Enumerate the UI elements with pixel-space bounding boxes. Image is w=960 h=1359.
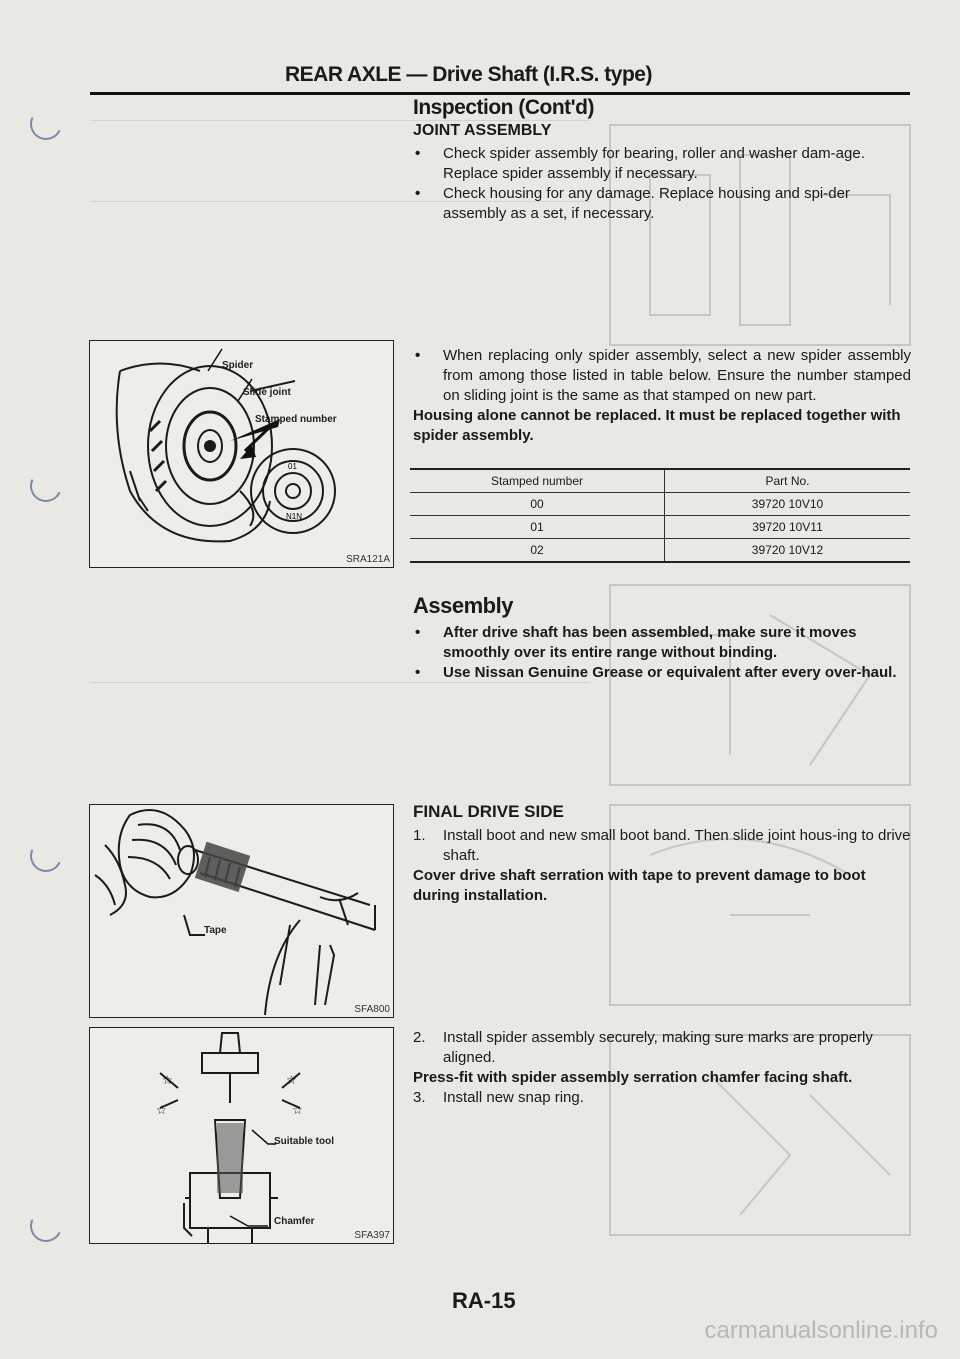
table-header-cell: Stamped number — [410, 469, 665, 493]
assembly-bullets — [413, 623, 911, 683]
spider-replacement-warning: Housing alone cannot be replaced. It must be replaced together with spider assembly. — [413, 407, 901, 444]
spider-replacement-bullet: • When replacing only spider assembly, select a new spider assembly from among those listed in table below. Ensure the number stamped on sliding joint is the same as that stamped on new part. — [413, 346, 911, 406]
spider-replacement-block — [413, 346, 911, 446]
table-cell-stamped: 00 — [410, 493, 665, 516]
star-mark: ☆ — [156, 1103, 167, 1117]
page-number: RA-15 — [452, 1288, 516, 1313]
inspection-bullet-1: • Check spider assembly for bearing, roller and washer dam-age. Replace spider assembly if necessary. — [413, 144, 911, 184]
label-stamped-number: Stamped number — [255, 414, 337, 425]
star-mark: ☆ — [162, 1073, 173, 1087]
inspection-title: Inspection (Cont'd) — [413, 96, 594, 119]
final-drive-step-1-note: Cover drive shaft serration with tape to prevent damage to boot during installation. — [413, 867, 866, 904]
table-cell-stamped: 01 — [410, 516, 665, 539]
spider-parts-table — [410, 468, 910, 563]
step-number: 1. — [413, 827, 426, 844]
step-number: 2. — [413, 1029, 426, 1046]
figure2-code: SFA800 — [354, 1004, 390, 1015]
figure3-code: SFA397 — [354, 1230, 390, 1241]
figure-spider-press-fit — [89, 1027, 394, 1244]
table-header-row — [410, 469, 910, 493]
binder-hole-mark — [25, 835, 66, 876]
table-header-cell: Part No. — [765, 474, 810, 488]
star-mark: ☆ — [286, 1073, 297, 1087]
step-2-text: Install spider assembly securely, making sure marks are properly aligned. — [443, 1029, 873, 1066]
table-cell-part: 39720 10V11 — [752, 520, 823, 534]
binder-holes — [30, 0, 70, 1359]
final-drive-step-1-block — [413, 826, 911, 906]
table-row — [410, 493, 910, 516]
final-drive-title: FINAL DRIVE SIDE — [413, 802, 564, 821]
assembly-title: Assembly — [413, 593, 513, 618]
figure1-code: SRA121A — [346, 554, 390, 565]
figure-spider-slide-joint — [89, 340, 394, 568]
label-suitable-tool: Suitable tool — [274, 1136, 334, 1147]
step-3-text: Install new snap ring. — [443, 1089, 584, 1106]
final-drive-steps-2-3-block — [413, 1028, 911, 1108]
step-1-text: Install boot and new small boot band. Then slide joint hous-ing to drive shaft. — [443, 827, 911, 864]
stamp-mark-top: 01 — [288, 462, 297, 471]
header-rule — [90, 92, 910, 95]
final-drive-step-3 — [413, 1088, 911, 1108]
inspection-bullet-2: • Check housing for any damage. Replace housing and spi-der assembly as a set, if necessary. — [413, 184, 911, 224]
assembly-bullet-1: • After drive shaft has been assembled, make sure it moves smoothly over its entire range without binding. — [413, 623, 911, 663]
joint-assembly-subtitle: JOINT ASSEMBLY — [413, 122, 552, 139]
table-row — [410, 539, 910, 563]
final-drive-step-2-note: Press-fit with spider assembly serration chamfer facing shaft. — [413, 1069, 853, 1086]
press-fit-illustration — [90, 1028, 393, 1243]
final-drive-step-2 — [413, 1028, 911, 1068]
table-row — [410, 516, 910, 539]
table-cell-part: 39720 10V12 — [751, 543, 824, 557]
page-header-title: REAR AXLE — Drive Shaft (I.R.S. type) — [285, 63, 652, 86]
binder-hole-mark — [25, 465, 66, 506]
final-drive-step-1 — [413, 826, 911, 866]
watermark: carmanualsonline.info — [704, 1317, 938, 1344]
figure-drive-shaft-tape — [89, 804, 394, 1018]
drive-shaft-tape-illustration — [90, 805, 393, 1017]
star-mark: ☆ — [292, 1103, 303, 1117]
binder-hole-mark — [25, 103, 66, 144]
label-slide-joint: Slide joint — [243, 387, 291, 398]
step-number: 3. — [413, 1089, 426, 1106]
slide-joint-illustration — [90, 341, 393, 567]
inspection-bullets — [413, 144, 911, 224]
assembly-bullet-2: • Use Nissan Genuine Grease or equivalent after every over-haul. — [413, 663, 911, 683]
label-spider: Spider — [222, 360, 254, 371]
stamp-mark-bottom: N1N — [286, 512, 303, 521]
table-cell-stamped: 02 — [410, 539, 665, 563]
binder-hole-mark — [25, 1205, 66, 1246]
label-tape: Tape — [204, 925, 227, 936]
label-chamfer: Chamfer — [274, 1216, 315, 1227]
table-cell-part: 39720 10V10 — [751, 497, 824, 511]
